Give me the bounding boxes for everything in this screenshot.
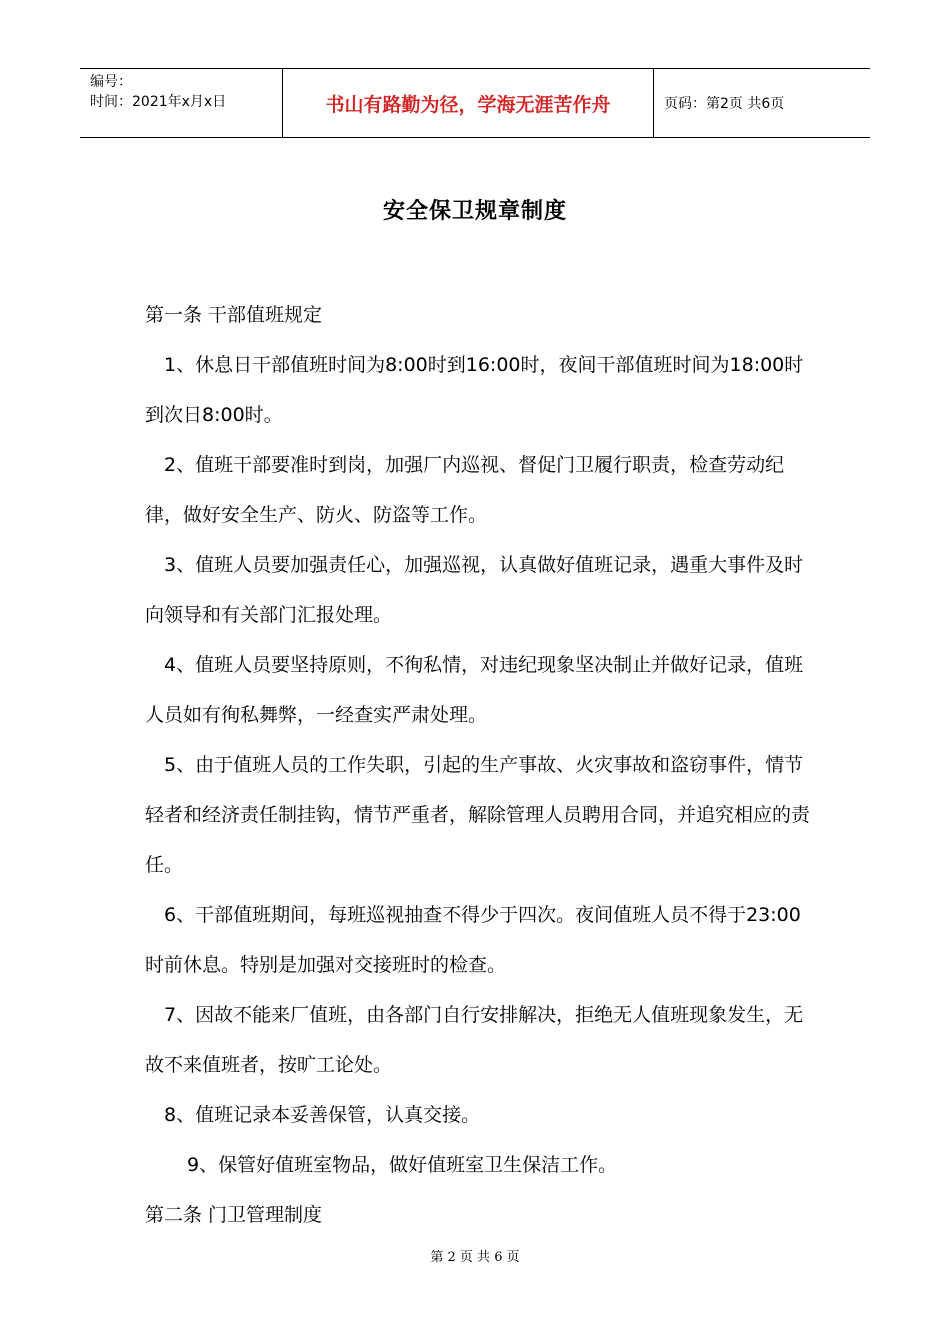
- document-time: 时间：2021年x月x日: [90, 94, 227, 110]
- list-item: 4、值班人员要坚持原则，不徇私情，对违纪现象坚决制止并做好记录，值班人员如有徇私舞弊，一经查实严肃处理。: [145, 654, 804, 726]
- list-item: 9、保管好值班室物品，做好值班室卫生保洁工作。: [187, 1154, 618, 1176]
- section-heading: 第二条 门卫管理制度: [145, 1204, 323, 1226]
- section-heading: 第一条 干部值班规定: [145, 304, 323, 326]
- list-item: 3、值班人员要加强责任心，加强巡视，认真做好值班记录，遇重大事件及时向领导和有关部门汇报处理。: [145, 554, 804, 626]
- list-item: 1、休息日干部值班时间为8:00时到16:00时，夜间干部值班时间为18:00时到次日8:00时。: [145, 354, 804, 426]
- document-title: 安全保卫规章制度: [382, 199, 567, 224]
- list-item: 5、由于值班人员的工作失职，引起的生产事故、火灾事故和盗窃事件，情节轻者和经济责任制挂钩，情节严重者，解除管理人员聘用合同，并追究相应的责任。: [145, 754, 811, 876]
- list-item: 2、值班干部要准时到岗，加强厂内巡视、督促门卫履行职责，检查劳动纪律，做好安全生产、防火、防盗等工作。: [145, 454, 785, 526]
- document-number-label: 编号：: [90, 74, 132, 90]
- list-item: 6、干部值班期间，每班巡视抽查不得少于四次。夜间值班人员不得于23:00时前休息。特别是加强对交接班时的检查。: [145, 904, 801, 976]
- header-motto: 书山有路勤为径，学海无涯苦作舟: [282, 69, 654, 137]
- document-header: [80, 68, 870, 138]
- page-footer: 第 2 页 共 6 页: [430, 1250, 520, 1265]
- list-item: 7、因故不能来厂值班，由各部门自行安排解决，拒绝无人值班现象发生，无故不来值班者，按旷工论处。: [145, 1004, 804, 1076]
- list-item: 8、值班记录本妥善保管，认真交接。: [164, 1104, 481, 1126]
- header-page-info: 页码：第2页 共6页: [664, 96, 785, 112]
- document-body: [145, 290, 810, 1240]
- header-meta: [80, 69, 282, 137]
